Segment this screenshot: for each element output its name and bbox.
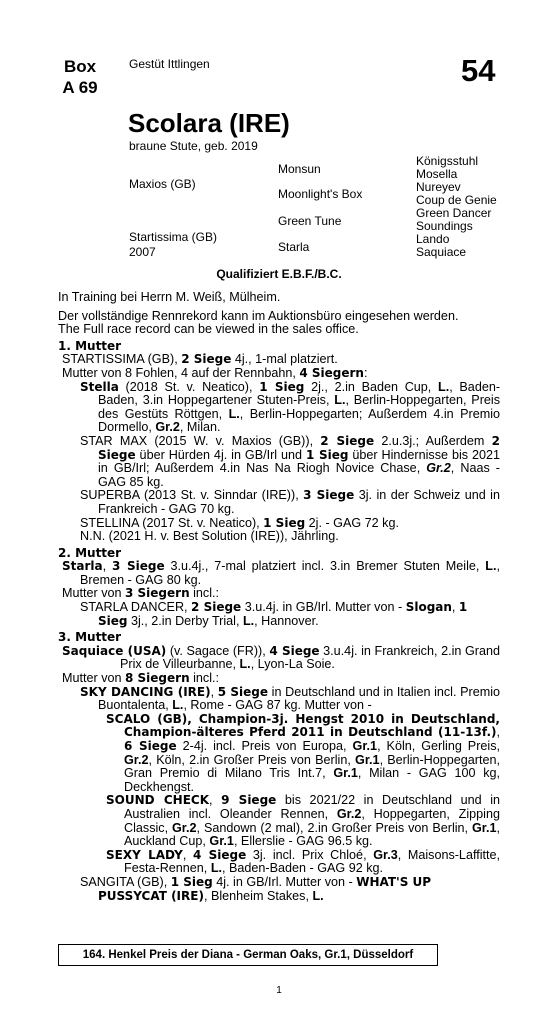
pedigree-dam-sire: Green Tune (278, 214, 342, 228)
pedigree-sire-dam: Moonlight's Box (278, 187, 363, 201)
section-heading: 1. Mutter (58, 338, 122, 353)
produce-entry: SCALO (GB), Champion-3j. Hengst 2010 in Deutschland, Champion-älteres Pferd 2011 in Deutschland (11-13f.), 6 Siege 2-4j. incl. Preis von Europa, Gr.1, Köln, Gerling Preis, Gr.2, Köln, 2.in Großer Preis von Berlin, Gr.1, Berlin-Hoppegarten, Gran Premio di Milano Tris Int.7, Gr.1, Milan - GAG 100 kg, Deckhengst. (106, 711, 501, 794)
pedigree-g3-item: Mosella (416, 167, 458, 181)
section-heading: 3. Mutter (58, 630, 122, 645)
race-entry-box: 164. Henkel Preis der Diana - German Oaks, Gr.1, Düsseldorf (58, 944, 438, 966)
pedigree-g3-item: Königsstuhl (416, 154, 479, 168)
pedigree-dam: Startissima (GB) (129, 230, 218, 244)
horse-description: braune Stute, geb. 2019 (129, 139, 258, 153)
pedigree-dam-year: 2007 (129, 245, 156, 259)
qualification: Qualifiziert E.B.F./B.C. (216, 267, 342, 281)
produce-entry: SOUND CHECK, 9 Siege bis 2021/22 in Deutschland und in Australien incl. Oleander Rennen, Gr.2, Hoppegarten, Zipping Classic, Gr.2, Sandown (2 mal), 2.in Großer Preis von Berlin, Gr.1, Auckland Cup, Gr.1, Ellerslie - GAG 96.5 kg. (106, 793, 501, 849)
dam-produce-line: Mutter von 8 Siegern incl.: (62, 671, 220, 686)
produce-entry: N.N. (2021 H. v. Best Solution (IRE)), Jährling. (80, 529, 339, 544)
produce-entry: SANGITA (GB), 1 Sieg 4j. in GB/Irl. Mutter von - WHAT'S UP PUSSYCAT (IRE), Blenheim Stakes, L. (80, 874, 432, 903)
dam-produce-line: Mutter von 8 Fohlen, 4 auf der Rennbahn, 4 Siegern: (62, 365, 368, 380)
pedigree-g3-item: Green Dancer (416, 206, 492, 220)
produce-entry: Stella (2018 St. v. Neatico), 1 Sieg 2j., 2.in Baden Cup, L., Baden-Baden, 3.in Hoppegartener Stuten-Preis, L., Berlin-Hoppegarten, Preis des Gestüts Röttgen, L., Berlin-Hoppegarten; Außerdem 4.in Premio Dormello, Gr.2, Milan. (80, 379, 501, 435)
pedigree-g3-item: Coup de Genie (416, 193, 497, 207)
record-note-en: The Full race record can be viewed in the sales office. (58, 322, 359, 337)
produce-entry: SEXY LADY, 4 Siege 3j. incl. Prix Chloé, Gr.3, Maisons-Laffitte, Festa-Rennen, L., Baden-Baden - GAG 92 kg. (106, 847, 501, 876)
dam-line: Starla, 3 Siege 3.u.4j., 7-mal platziert incl. 3.in Bremer Stuten Meile, L., Bremen - GAG 80 kg. (62, 559, 500, 587)
catalogue-text (58, 291, 500, 903)
box-label: Box A 69 (62, 57, 98, 97)
training-note: In Training bei Herrn M. Weiß, Mülheim. (58, 290, 281, 304)
section-heading: 2. Mutter (58, 545, 122, 560)
pedigree-sire: Maxios (GB) (129, 177, 196, 191)
pedigree-dam-dam: Starla (278, 240, 310, 254)
produce-entry: SKY DANCING (IRE), 5 Siege in Deutschland und in Italien incl. Premio Buontalenta, L., Rome - GAG 87 kg. Mutter von - (80, 684, 501, 713)
horse-name: Scolara (IRE) (128, 108, 290, 138)
breeder: Gestüt Ittlingen (129, 57, 210, 71)
pedigree-g3-item: Soundings (416, 219, 473, 233)
pedigree-g3-item: Saquiace (416, 245, 467, 259)
dam-line: STARTISSIMA (GB), 2 Siege 4j., 1-mal platziert. (62, 352, 338, 367)
dam-line: Saquiace (USA) (v. Sagace (FR)), 4 Siege 3.u.4j. in Frankreich, 2.in Grand Prix de Villeurbanne, L., Lyon-La Soie. (62, 643, 500, 672)
record-note-de: Der vollständige Rennrekord kann im Auktionsbüro eingesehen werden. (58, 308, 459, 323)
pedigree-sire-sire: Monsun (278, 162, 321, 176)
page-number: 1 (276, 985, 282, 996)
pedigree-g3-item: Nureyev (416, 180, 461, 194)
dam-produce-line: Mutter von 3 Siegern incl.: (62, 586, 220, 601)
produce-entry: STARLA DANCER, 2 Siege 3.u.4j. in GB/Irl. Mutter von - Slogan, 1 Sieg 3j., 2.in Derby Trial, L., Hannover. (80, 600, 468, 628)
produce-entry: SUPERBA (2013 St. v. Sinndar (IRE)), 3 Siege 3j. in der Schweiz und in Frankreich - GAG 70 kg. (80, 488, 500, 516)
produce-entry: STAR MAX (2015 W. v. Maxios (GB)), 2 Siege 2.u.3j.; Außerdem 2 Siege über Hürden 4j. in GB/Irl und 1 Sieg über Hindernisse bis 2021 in GB/Irl; Außerdem 4.in Nas Na Riogh Novice Chase, Gr.2, Naas - GAG 85 kg. (80, 433, 500, 489)
pedigree-g3 (416, 155, 497, 259)
produce-entry: STELLINA (2017 St. v. Neatico), 1 Sieg 2j. - GAG 72 kg. (80, 515, 399, 530)
pedigree-g3-item: Lando (416, 232, 450, 246)
lot-number: 54 (461, 53, 496, 88)
